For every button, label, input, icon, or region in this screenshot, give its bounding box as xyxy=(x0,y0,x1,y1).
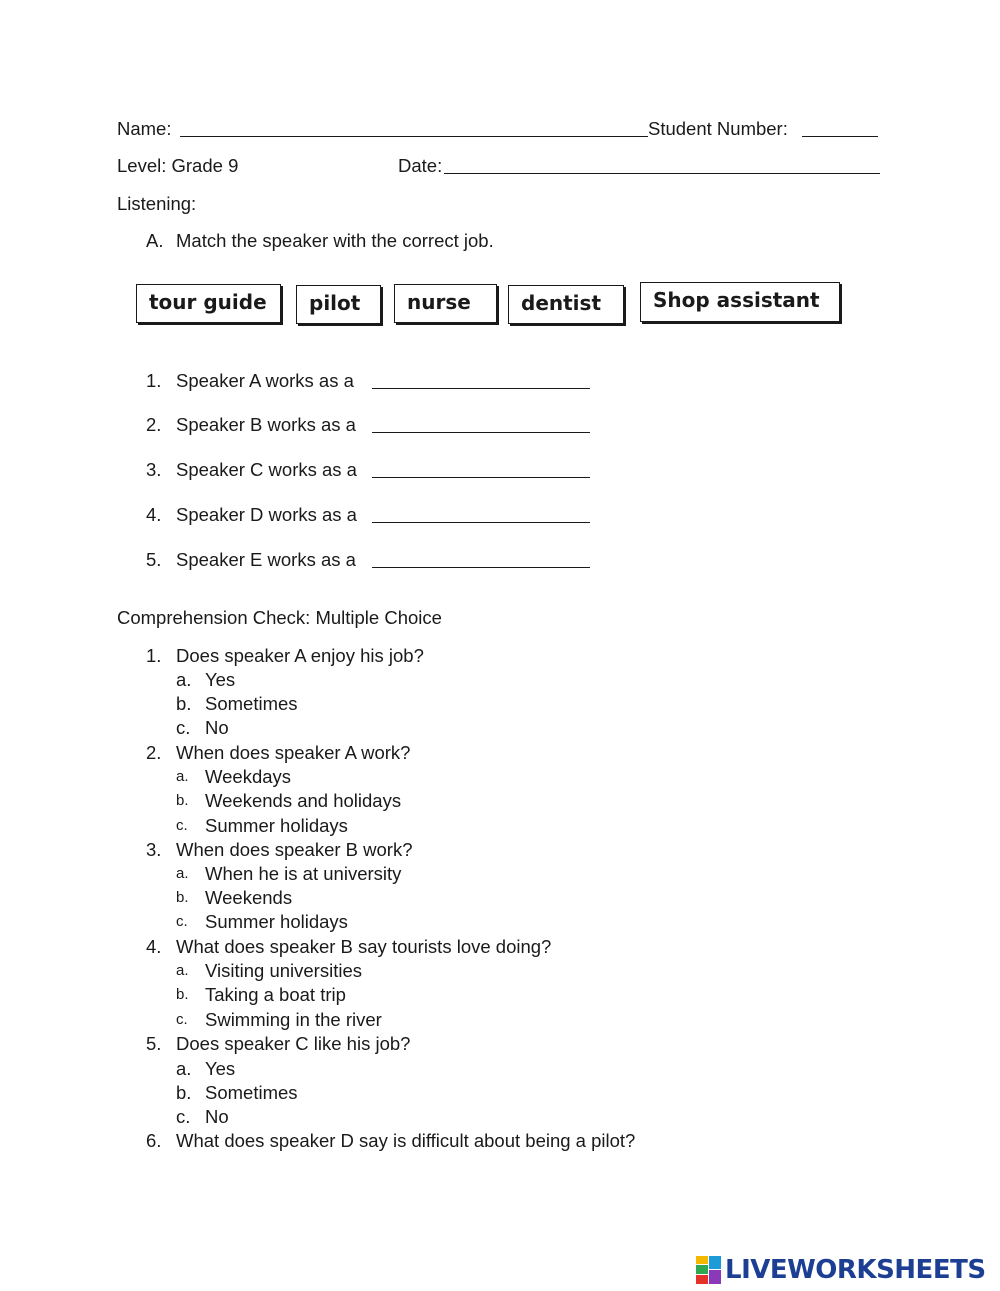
match-item-number: 1. xyxy=(146,370,162,391)
part-a-instruction: Match the speaker with the correct job. xyxy=(176,230,494,251)
match-item-text: Speaker E works as a xyxy=(176,549,362,570)
match-item-text: Speaker A works as a xyxy=(176,370,360,391)
option-letter: c. xyxy=(176,1106,191,1127)
question-number: 5. xyxy=(146,1033,162,1054)
section-title: Listening: xyxy=(117,193,197,214)
option-text[interactable]: Sometimes xyxy=(205,693,298,714)
question-text: When does speaker B work? xyxy=(176,839,413,860)
name-blank[interactable] xyxy=(180,120,648,137)
match-item-number: 4. xyxy=(146,504,162,525)
question-text: When does speaker A work? xyxy=(176,742,411,763)
liveworksheets-logo xyxy=(696,1254,986,1286)
option-text[interactable]: Taking a boat trip xyxy=(205,984,346,1005)
date-label: Date: xyxy=(398,155,443,176)
option-letter: a. xyxy=(176,865,189,882)
match-item-blank[interactable] xyxy=(372,551,590,568)
option-letter: c. xyxy=(176,1011,188,1028)
question-number: 2. xyxy=(146,742,162,763)
option-letter: c. xyxy=(176,817,188,834)
option-text[interactable]: Visiting universities xyxy=(205,960,362,981)
option-letter: b. xyxy=(176,986,189,1003)
option-text[interactable]: Yes xyxy=(205,1058,236,1079)
match-item-text: Speaker B works as a xyxy=(176,414,362,435)
option-letter: b. xyxy=(176,693,192,714)
match-item-number: 3. xyxy=(146,459,162,480)
option-text[interactable]: Weekends and holidays xyxy=(205,790,402,811)
liveworksheets-logo-icon xyxy=(696,1256,722,1284)
option-letter: b. xyxy=(176,889,189,906)
question-text: Does speaker A enjoy his job? xyxy=(176,645,424,666)
option-letter: b. xyxy=(176,1082,192,1103)
option-letter: a. xyxy=(176,962,189,979)
option-text[interactable]: Weekends xyxy=(205,887,293,908)
option-letter: c. xyxy=(176,717,191,738)
option-text[interactable]: Summer holidays xyxy=(205,815,348,836)
option-text[interactable]: Swimming in the river xyxy=(205,1009,382,1030)
word-bank-nurse[interactable]: nurse xyxy=(394,284,497,323)
option-text[interactable]: Weekdays xyxy=(205,766,292,787)
part-a-marker: A. xyxy=(146,230,164,251)
option-text[interactable]: Yes xyxy=(205,669,236,690)
date-blank[interactable] xyxy=(444,157,880,174)
option-text[interactable]: Summer holidays xyxy=(205,911,348,932)
match-item-blank[interactable] xyxy=(372,506,590,523)
match-item-blank[interactable] xyxy=(372,461,590,478)
student-number-blank[interactable] xyxy=(802,120,878,137)
option-letter: a. xyxy=(176,768,189,785)
name-label: Name: xyxy=(117,118,177,139)
question-text: Does speaker C like his job? xyxy=(176,1033,411,1054)
question-text: What does speaker D say is difficult about being a pilot? xyxy=(176,1130,636,1151)
word-bank-tour-guide[interactable]: tour guide xyxy=(136,284,281,323)
match-item-text: Speaker C works as a xyxy=(176,459,363,480)
match-item-number: 5. xyxy=(146,549,162,570)
word-bank-shop-assistant[interactable]: Shop assistant xyxy=(640,282,840,322)
match-item-blank[interactable] xyxy=(372,372,590,389)
word-bank-pilot[interactable]: pilot xyxy=(296,285,381,324)
word-bank-dentist[interactable]: dentist xyxy=(508,285,624,324)
comprehension-title: Comprehension Check: Multiple Choice xyxy=(117,607,442,628)
option-letter: b. xyxy=(176,792,189,809)
option-text[interactable]: When he is at university xyxy=(205,863,402,884)
option-text[interactable]: Sometimes xyxy=(205,1082,298,1103)
liveworksheets-logo-text: LIVEWORKSHEETS xyxy=(725,1255,986,1285)
match-item-blank[interactable] xyxy=(372,416,590,433)
level-text: Level: Grade 9 xyxy=(117,155,239,176)
option-text[interactable]: No xyxy=(205,1106,229,1127)
question-number: 3. xyxy=(146,839,162,860)
option-letter: c. xyxy=(176,913,188,930)
option-letter: a. xyxy=(176,669,192,690)
question-text: What does speaker B say tourists love doing? xyxy=(176,936,552,957)
option-text[interactable]: No xyxy=(205,717,229,738)
question-number: 4. xyxy=(146,936,162,957)
option-letter: a. xyxy=(176,1058,192,1079)
student-number-label: Student Number: xyxy=(648,118,793,139)
match-item-number: 2. xyxy=(146,414,162,435)
question-number: 6. xyxy=(146,1130,162,1151)
match-item-text: Speaker D works as a xyxy=(176,504,363,525)
question-number: 1. xyxy=(146,645,162,666)
